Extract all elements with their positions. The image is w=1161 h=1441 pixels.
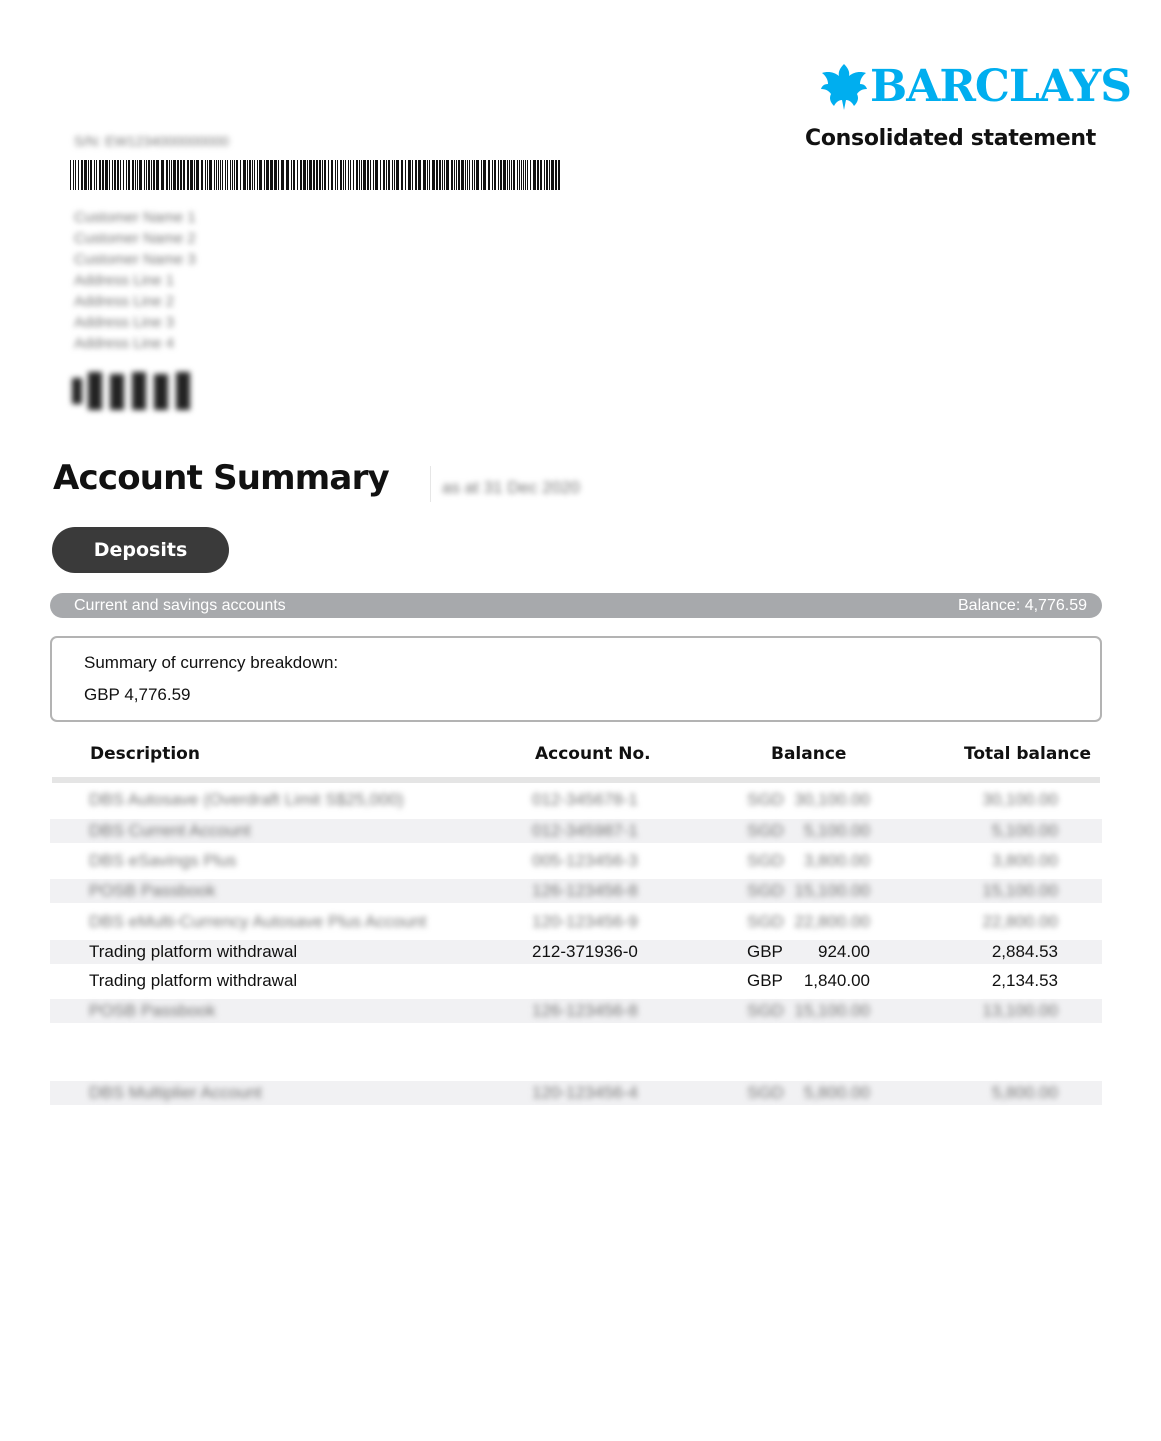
address-line: Customer Name 2 — [74, 230, 196, 247]
address-block — [74, 207, 196, 354]
header-rule — [52, 777, 1100, 783]
row-total-balance: 22,800.00 — [982, 912, 1058, 931]
row-currency: SGD — [747, 1001, 784, 1020]
table-row — [50, 910, 1102, 934]
row-currency: SGD — [747, 851, 784, 870]
row-account-number: 012-345987-1 — [532, 821, 638, 840]
row-description: POSB Passbook — [89, 1001, 216, 1020]
address-line: Customer Name 3 — [74, 251, 196, 268]
row-currency: SGD — [747, 821, 784, 840]
eagle-icon — [820, 62, 868, 112]
row-description: Trading platform withdrawal — [89, 942, 298, 961]
row-balance: 15,100.00 — [794, 881, 870, 900]
barclays-logo — [820, 62, 1131, 112]
statement-type: Consolidated statement — [805, 126, 1096, 151]
row-account-number: 005-123456-3 — [532, 851, 638, 870]
row-currency: SGD — [747, 1083, 784, 1102]
table-row — [50, 940, 1102, 964]
column-header-total-balance: Total balance — [963, 744, 1091, 764]
row-balance: 3,800.00 — [803, 851, 870, 870]
address-line: Customer Name 1 — [74, 209, 196, 226]
table-row — [50, 879, 1102, 903]
section-label: Current and savings accounts — [74, 596, 286, 614]
row-total-balance: 13,100.00 — [982, 1001, 1058, 1020]
row-total-balance: 15,100.00 — [982, 881, 1058, 900]
row-description: DBS Multiplier Account — [89, 1083, 262, 1102]
row-description: DBS eMulti-Currency Autosave Plus Account — [89, 912, 427, 931]
row-currency: SGD — [747, 790, 784, 809]
row-total-balance: 2,884.53 — [991, 942, 1058, 961]
column-header-balance: Balance — [771, 744, 847, 764]
row-account-number: 212-371936-0 — [532, 942, 638, 961]
section-bar — [50, 593, 1102, 618]
barcode — [70, 160, 562, 190]
row-account-number: 126-123456-8 — [532, 1001, 638, 1020]
postal-barcode — [70, 370, 202, 412]
page-title: Account Summary — [53, 458, 389, 498]
row-total-balance: 3,800.00 — [991, 851, 1058, 870]
as-at-date: as at 31 Dec 2020 — [442, 478, 580, 497]
row-balance: 5,800.00 — [803, 1083, 870, 1102]
address-line: Address Line 1 — [74, 272, 175, 289]
brand-name: BARCLAYS — [870, 61, 1131, 112]
row-total-balance: 30,100.00 — [982, 790, 1058, 809]
row-total-balance: 2,134.53 — [991, 971, 1058, 990]
currency-breakdown-value: GBP 4,776.59 — [84, 685, 191, 704]
table-row — [50, 999, 1102, 1023]
section-balance: Balance: 4,776.59 — [958, 596, 1087, 614]
column-header-description: Description — [90, 744, 200, 764]
column-header-account-no: Account No. — [535, 744, 651, 764]
row-balance: 15,100.00 — [794, 1001, 870, 1020]
row-description: POSB Passbook — [89, 881, 216, 900]
row-currency: GBP — [747, 971, 783, 990]
row-total-balance: 5,800.00 — [991, 1083, 1058, 1102]
currency-breakdown-box — [50, 636, 1102, 722]
row-balance: 22,800.00 — [794, 912, 870, 931]
row-account-number: 120-123456-4 — [532, 1083, 638, 1102]
reference-number: S/N: EW1234000000000 — [74, 133, 229, 149]
table-row — [50, 819, 1102, 843]
row-total-balance: 5,100.00 — [991, 821, 1058, 840]
row-account-number: 120-123456-9 — [532, 912, 638, 931]
row-currency: SGD — [747, 881, 784, 900]
row-account-number: 012-345678-1 — [532, 790, 638, 809]
row-description: DBS eSavings Plus — [89, 851, 237, 870]
row-currency: GBP — [747, 942, 783, 961]
address-line: Address Line 3 — [74, 314, 175, 331]
row-account-number: 126-123456-8 — [532, 881, 638, 900]
deposits-tab[interactable]: Deposits — [52, 527, 229, 573]
row-description: DBS Current Account — [89, 821, 251, 840]
row-description: Trading platform withdrawal — [89, 971, 298, 990]
table-row — [50, 788, 1102, 812]
row-balance: 1,840.00 — [803, 971, 870, 990]
table-row — [50, 969, 1102, 993]
row-balance: 924.00 — [818, 942, 870, 961]
row-currency: SGD — [747, 912, 784, 931]
row-description: DBS Autosave (Overdraft Limit S$25,000) — [89, 790, 404, 809]
table-row — [50, 849, 1102, 873]
address-line: Address Line 4 — [74, 335, 175, 352]
currency-breakdown-heading: Summary of currency breakdown: — [84, 653, 339, 672]
table-row — [50, 1081, 1102, 1105]
address-line: Address Line 2 — [74, 293, 175, 310]
row-balance: 5,100.00 — [803, 821, 870, 840]
divider — [430, 466, 431, 502]
row-balance: 30,100.00 — [794, 790, 870, 809]
